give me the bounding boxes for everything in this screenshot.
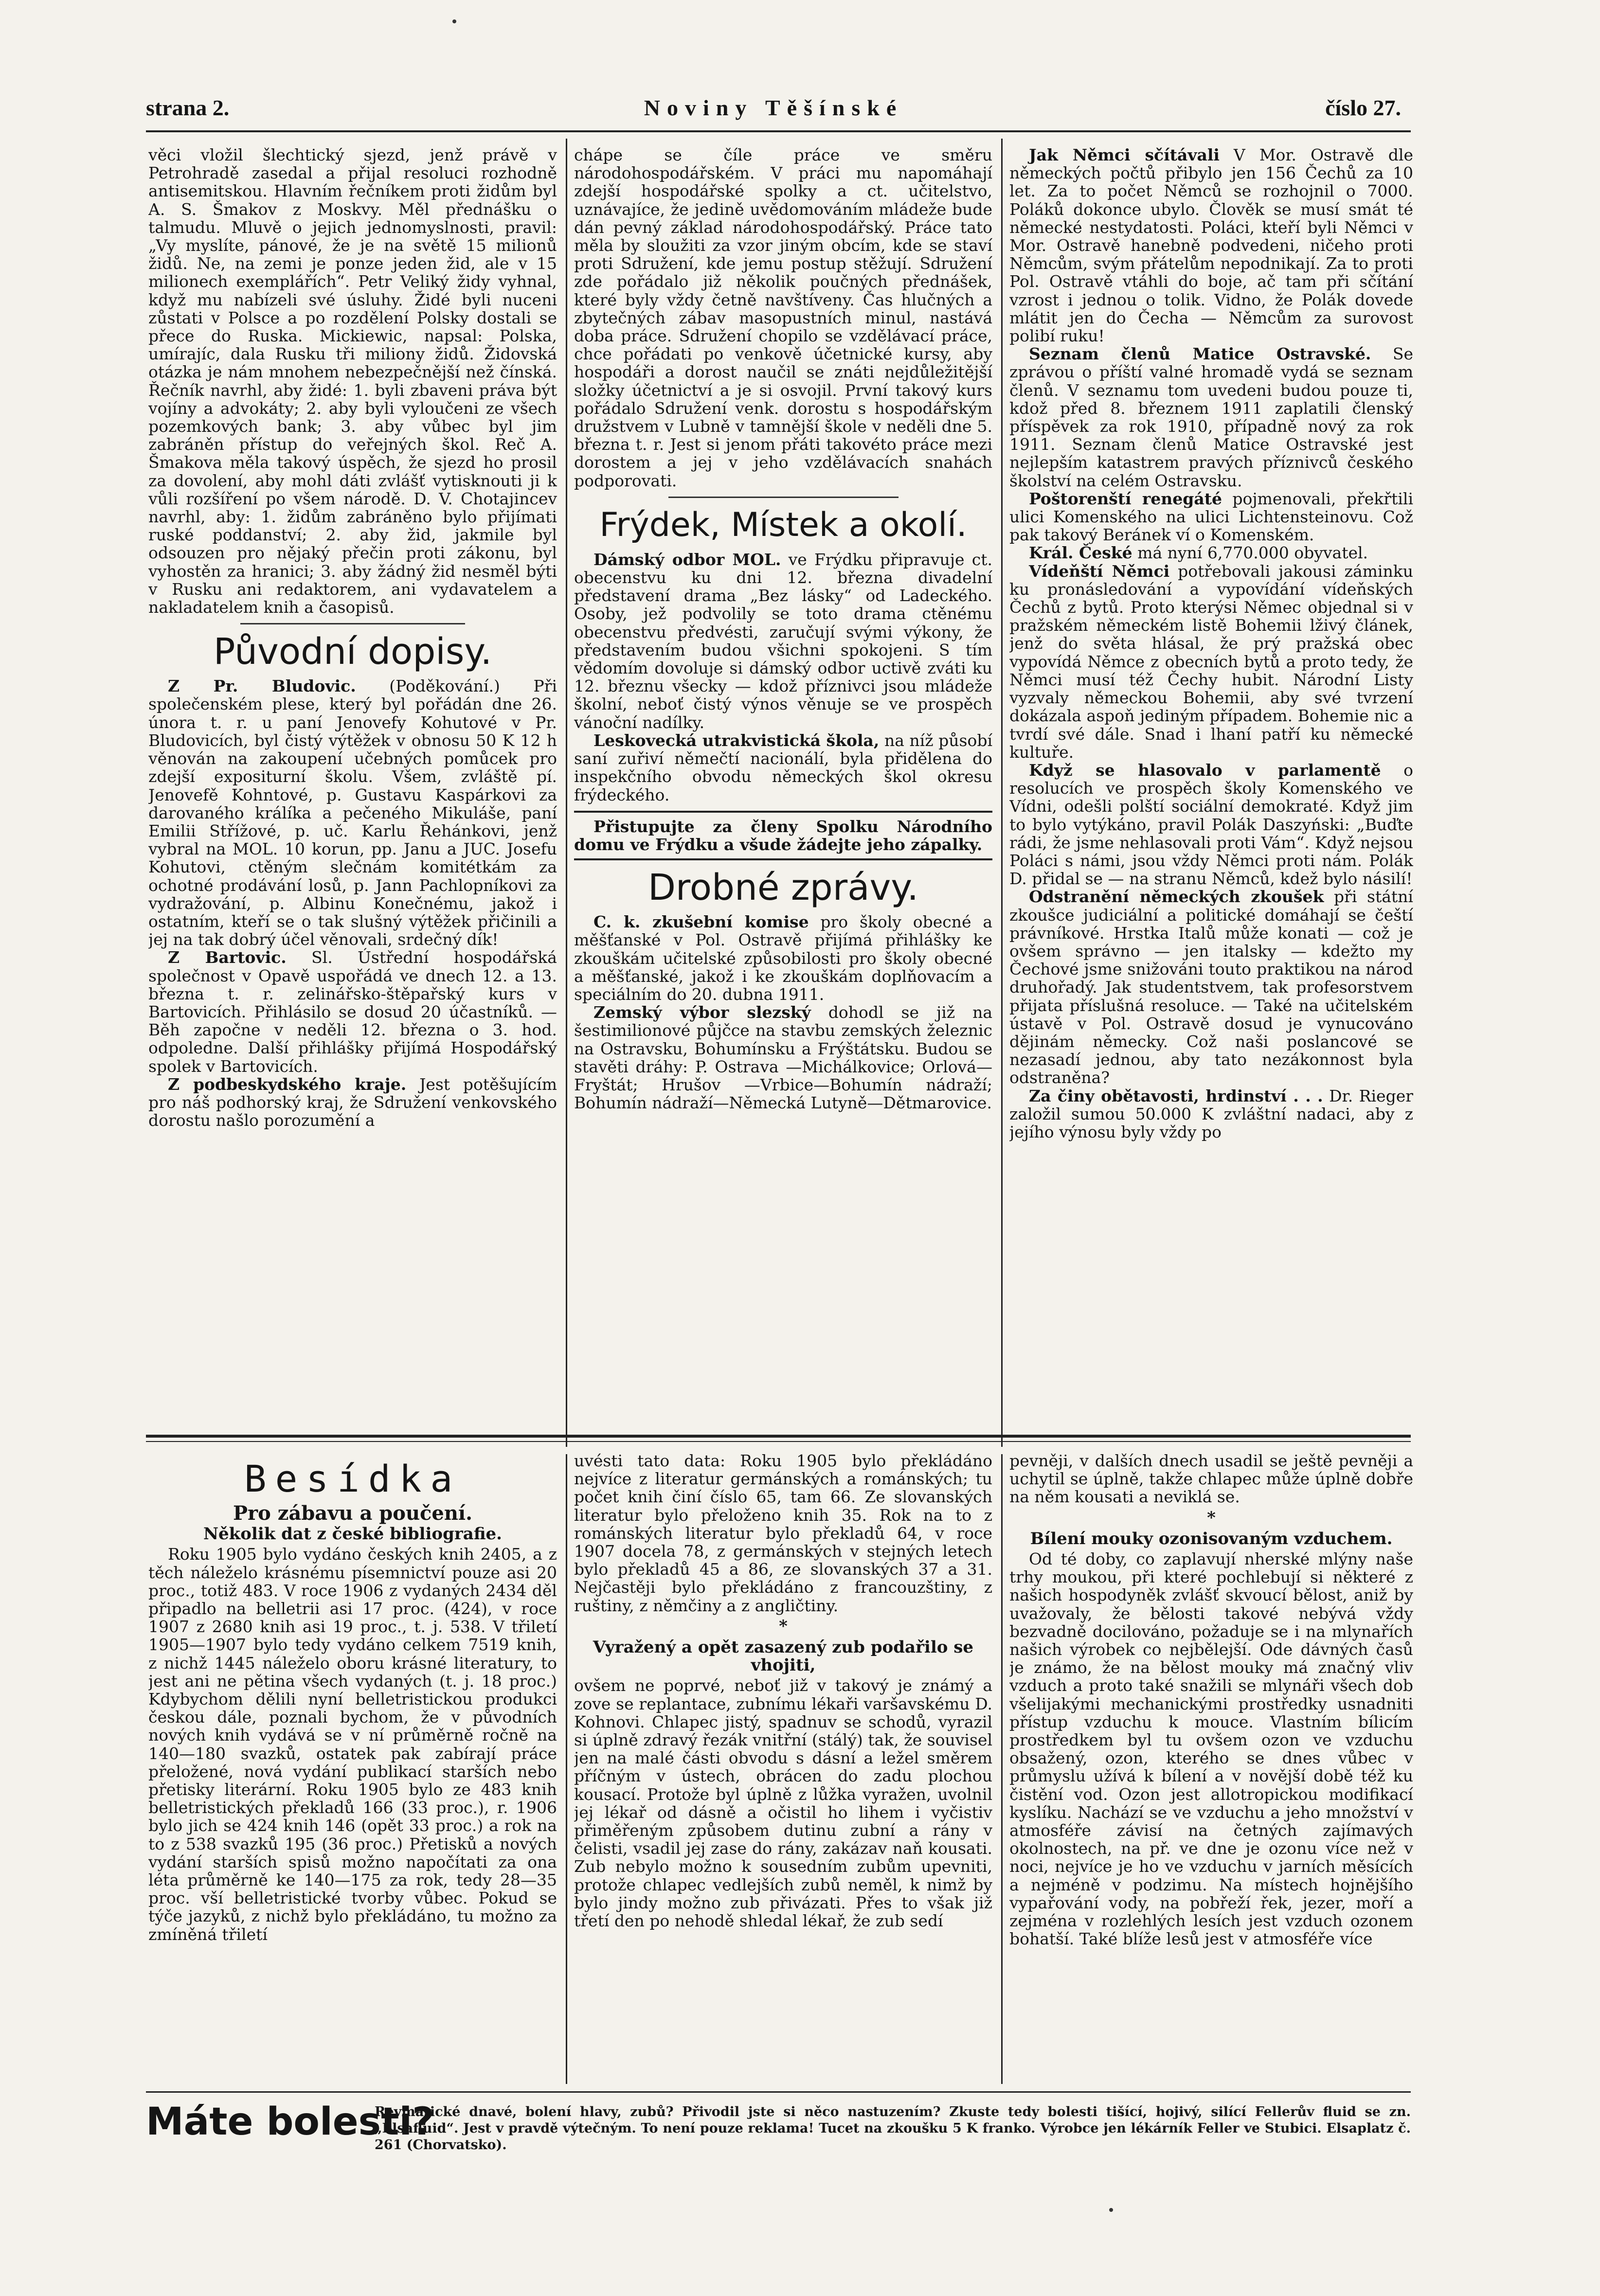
divider (240, 623, 465, 624)
article-text: uvésti tato data: Roku 1905 bylo překládáno nejvíce z literatur germánských a románských; tu počet knih činí číslo 65, tam 66. Ze slovanských literatur bylo přeloženo knih 35. Rok na to z románských literatur bylo překladů 64, v roce 1907 docela 78, z germánských v stejných letech bylo překladů 45 a 86, ze slovanských 37 a 31. Nejčastěji bylo překládáno z francouzštiny, z ruštiny, z němčiny a z angličtiny. (574, 1452, 992, 1615)
article-text: věci vložil šlechtický sjezd, jenž právě v Petrohradě zasedal a přijal resoluci rozhodně antisemitskou. Hlavním řečníkem proti židům byl A. S. Šmakov z Moskvy. Měl přednášku o talmudu. Mluvě o jejich jednomyslnosti, pravil: „Vy myslíte, pánové, že je na světě 15 milionů židů. Ne, na zemi je ponze jeden žid, ale v 15 milionech exemplářích“. Petr Veliký židy vyhnal, když mu nabízeli své úsluhy. Židé byli nuceni zůstati v Polsce a po rozdělení Polsky dostali se přece do Ruska. Mickiewic, napsal: Polska, umírajíc, dala Rusku tři miliony židů. Židovská otázka je nám mnohem nebezpečnější než čínská. Řečník navrhl, aby židé: 1. byli zbaveni práva být vojíny a advokáty; 2. aby byli vyloučeni ze všech pozemkových bank; 3. aby vůbec byl jim zabráněn přístup do veřejných škol. Reč A. Šmakova měla takový úspěch, že sjezd ho prosil za dovolení, aby mohl dáti zvlášť vytisknouti ji k vůli rozšíření po všem národě. D. V. Chotajincev navrhl, aby: 1. židům zabráněno bylo přijímati ruské poddanství; 2. aby žid, jakmile byl odsouzen pro nějaký přečin proti zákonu, byl vyhostěn za hranici; 3. aby žádný žid nesměl býti v Rusku ani redaktorem, ani vydavatelem a nakladatelem knih a časopisů. (148, 146, 557, 617)
item-lead: C. k. zkušební komise (593, 912, 809, 932)
article-heading: Bílení mouky ozonisovaným vzduchem. (1030, 1529, 1393, 1548)
besidka-column-2 (574, 1452, 992, 2089)
item-text: Se zprávou o příští valné hromadě vydá se seznam členů. V seznamu tom uvedeni budou pouze ti, kdož před 8. březnem 1911 zaplatili členský příspěvek za rok 1910, případně nový za rok 1911. Seznam členů Matice Ostravské jest nejlepším katastrem pravých příznivců českého školství na celém Ostravsku. (1009, 344, 1413, 490)
news-item (148, 1075, 557, 1130)
besidka-column-1 (148, 1452, 557, 2089)
news-item (574, 551, 992, 731)
feuilleton-rule (146, 1441, 1411, 1442)
item-text: Sl. Ústřední hospodářská společnost v Opavě uspořádá ve dnech 12. a 13. března t. r. zelinářsko-štěpařský kurs v Bartovicích. Přihlásilo se dosud 20 účastníků. — Běh započne v neděli 12. března o 3. hod. odpoledne. Další přihlášky přijímá Hospodářský spolek v Bartovicích. (148, 948, 557, 1076)
news-item (1009, 345, 1413, 490)
column-3 (1009, 146, 1413, 1430)
column-1 (148, 146, 557, 1430)
item-lead: Když se hlasovalo v parlamentě (1029, 760, 1381, 780)
column-divider (566, 1454, 567, 2084)
item-text: Dr. Rieger založil sumou 50.000 K zvláštní nadaci, aby z jejího výnosu byly vždy po (1009, 1086, 1413, 1141)
news-item (574, 913, 992, 1003)
page-number: strana 2. (146, 95, 230, 120)
item-lead: Z podbeskydského kraje. (168, 1074, 407, 1094)
news-item (148, 948, 557, 1075)
item-lead: Vídeňští Němci (1029, 561, 1170, 581)
item-text: pro školy obecné a měšťanské v Pol. Ostravě přijímá přihlášky ke zkouškám učitelské způsobilosti pro školy obecné a měšťanské, jakož i ke zkouškám doplňovacím a speciálním do 20. dubna 1911. (574, 912, 992, 1004)
item-text: dohodl se již na šestimilionové půjčce na stavbu zemských železnic na Ostravsku, Bohumínsku a Frýštátsku. Budou se stavěti dráhy: P. Ostrava —Michálkovice; Orlová—Fryštát; Hrušov —Vrbice—Bohumín nádraží; Bohumín nádraží—Německá Lutyně—Dětmarovice. (574, 1003, 992, 1113)
divider (668, 497, 899, 498)
besidka-subtitle: Pro zábavu a poučení. (233, 1502, 473, 1525)
separator-star: * (779, 1616, 788, 1636)
column-2 (574, 146, 992, 1430)
news-item (574, 1003, 992, 1112)
item-lead: Leskovecká utrakvistická škola, (593, 730, 880, 750)
item-lead: Dámský odbor MOL. (593, 550, 781, 569)
item-text: na níž působí saní zuřiví němečtí nacionálí, byla přidělena do inspekčního obvodu německých škol okresu frýdeckého. (574, 730, 992, 804)
item-text: při státní zkoušce judiciální a politické domáhají se čeští právníkové. Hrstka Italů může konati — což je ovšem správno — jen italsky — kdežto my Čechové jsme snižováni touto praktikou na národ druhořadý. Jak studentstvem, tak profesorstvem přijata příslušná resoluce. — Také na učitelském ústavě v Pol. Ostravě dosud je vynucováno dějinám německy. Což naši poslancové se nezasadí jednou, aby tato nezákonnost byla odstraněna? (1009, 887, 1413, 1087)
page-header (146, 95, 1401, 129)
article-heading: Několik dat z české bibliografie. (203, 1524, 503, 1544)
item-lead: Z Bartovic. (168, 948, 287, 967)
section-heading: Původní dopisy. (213, 631, 492, 673)
feuilleton-rule (146, 1435, 1411, 1438)
item-lead: Zemský výbor slezský (593, 1003, 811, 1022)
advert-text: Revmatické dnavé, bolení hlavy, zubů? Přivodil jste si něco nastuzením? Zkuste tedy bolesti tišící, hojivý, silící Fellerův fluid se zn. „Elsafluid“. Jest v pravdě výtečným. To není pouze reklama! Tucet na zkoušku 5 K franko. Výrobce jen lékárník Feller ve Stubici. Elsaplatz č. 261 (Chorvatsko). (375, 2104, 1411, 2153)
item-lead: Poštorenští renegáté (1029, 489, 1222, 508)
news-item (1009, 1087, 1413, 1141)
article-text: chápe se číle práce ve směru národohospodářském. V práci mu napomáhají zdejší hospodářské spolky a ct. učitelstvo, uznávajíce, že jedině uvědomováním mládeže bude dán pevný základ národohospodářský. Práce tato měla by sloužiti za vzor jiným obcím, kde se staví proti Sdružení, kde jemu postup stěžují. Sdružení zde pořádalo již několik poučných přednášek, které byly vždy četně navštíveny. Čas hlučných a zbytečných zábav masopustních minul, nastává doba práce. Sdružení chopilo se vzdělávací práce, chce pořádati po venkově účetnické kursy, aby hospodáři a dorost naučil se znáti nejdůležitější složky účetnictví a je si osvojil. První takový kurs pořádalo Sdružení venk. dorostu s hospodářským družstvem v Lubně v tamnější škole v neděli dne 5. března t. r. Jest si jenom přáti takovéto práce mezi dorostem a jej v jeho vzdělávacích snahách podporovati. (574, 146, 992, 490)
besidka-column-3 (1009, 1452, 1413, 2089)
article-text: Od té doby, co zaplavují nherské mlýny naše trhy moukou, při které pochlebují si některé z našich hospodyněk zvlášť skvoucí bělost, aniž by uvažovaly, že bělosti takové nebývá vždy bezvadně docilováno, požaduje se i na mlynařích našich výrobek co nejbělejší. Ode dávných časů je známo, že na bělost mouky má značný vliv vzduch a proto také snažili se mlynáři všech dob všelijakými mechanickými prostředky usnadniti přístup vzduchu k mouce. Vlastním bílicím prostředkem byl tu ovšem ozon ve vzduchu obsažený, ozon, kterého se dnes vůbec v průmyslu užívá k bílení a v novější době též ku čistění vod. Ozon jest allotropickou modifikací kyslíku. Nachází se ve vzduchu a jeho množství v atmosféře závisí na četných zajímavých okolnostech, na př. ve dne je ozonu více než v noci, nejvíce je ho ve vzduchu v jarních měsících a nejméně v podzimu. Na místech hojnějšího vypařování vody, na pobřeží řek, jezer, moří a zejména v rozlehlých lesích jest vzduch ozonem bohatší. Také blíže lesů jest v atmosféře více (1009, 1549, 1413, 1949)
advertisement-footer (146, 2100, 1411, 2154)
item-text: (Poděkování.) Při společenském plese, který byl pořádán dne 26. února t. r. u paní Jenovefy Kohutové v Pr. Bludovicích, byl čistý výtěžek v obnosu 50 K 12 h věnován na zakoupení učebných pomůcek pro zdejší expositurní školu. Všem, zvláště pí. Jenovefě Kohntové, p. Gustavu Kaspárkovi za darovaného králíka a pečeného Mikuláše, paní Emilii Střížové, p. uč. Karlu Řehánkovi, jenž vybral na MOL. 10 korun, pp. Janu a JUC. Josefu Kohutovi, ctěným slečnám komitétkám za ochotné prodávání losů, p. Jann Pachlopníkovi za vydražování, p. Albinu Konečnému, jakož i ostatním, kteří se o tak slušný výtěžek přičinili a jej na tak dobrý účel věnovali, srdečný dík! (148, 676, 557, 949)
item-text: o resolucích ve prospěch školy Komenského ve Vídni, odešli polští sociální demokraté. Když jim to bylo vytýkáno, pravil Polák Daszyński: „Buďte rádi, že jsme nehlasovali proti Vám“. Když nejsou Poláci s námi, jsou vždy Němci proti nám. Polák D. přidal se — na stranu Němců, kdež bylo násilí! (1009, 760, 1413, 889)
besidka-title: Besídka (244, 1457, 462, 1500)
news-item (1009, 888, 1413, 1086)
article-text: Roku 1905 bylo vydáno českých knih 2405, a z těch náleželo krásnému písemnictví pouze asi 20 proc., totiž 483. V roce 1906 z vydaných 2434 děl připadlo na belletrii asi 17 proc. (424), v roce 1907 z 2680 knih asi 19 proc., t. j. 538. V třiletí 1905—1907 bylo tedy vydáno celkem 7519 knih, z nichž 1445 náleželo oboru krásné literatury, to jest ani ne pětina všech vydaných (t. j. 18 proc.) Kdybychom dělili nyní belletristickou produkci českou dále, poznali bychom, že v původních nových knih vydává se v ní průměrně ročně na 140—180 svazků, ostatek pak zabírají práce přeložené, nová vydání publikací starších nebo přetisky literární. Roku 1905 bylo ze 483 knih belletristických překladů 166 (33 proc.), r. 1906 bylo jich se 424 knih 146 (opět 33 proc.) a rok na to z 538 svazků 195 (36 proc.) Přetisků a nových vydání starších spisů možno napočítati za ona léta průměrně ke 140—175 za rok, tedy 28—35 proc. vší belletristické tvorby vůbec. Pokud se týče jazyků, z nichž bylo překládáno, tu možno za zmíněná třiletí (148, 1545, 557, 1944)
item-text: potřebovali jakousi záminku ku pronásledování a vypovídání vídeňských Čechů z bytů. Proto kterýsi Němec objednal si v pražském německém listě Bohemii lživý článek, jenž do světa hlásal, že prý pražská obec vypovídá Němce z obecních bytů a proto tedy, že Němci musí též Čechy hubit. Národní Listy vyzvaly německou Bohemii, aby své tvrzení dokázala aspoň jediným případem. Bohemie nic a tvrdí své dále. Snad i lhaní patří ku německé kultuře. (1009, 561, 1413, 762)
article-text: ovšem ne poprvé, neboť již v takový je známý a zove se replantace, zubnímu lékaři varšavskému D. Kohnovi. Chlapec jistý, spadnuv se schodů, vyrazil si úplně zdravý řezák vnitřní (stálý) tak, že souvisel jen na malé části obvodu s dásní a ležel směrem příčným v ústech, obrácen do zadu plochou kousací. Protože byl úplně z lůžka vyražen, uvolnil jej lékař od dásně a očistil ho lihem i vyčistiv přiměřeným způsobem dutinu zubní a rány v čelisti, vsadil jej zase do rány, zakázav naň kousati. Zub nebylo možno k sousedním zubům upevniti, protože chlapec vedlejších zubů neměl, k nimž by bylo jindy možno zub přivázati. Přes to však již třetí den po nehodě shledal lékař, že zub sedí (574, 1676, 992, 1931)
issue-number: číslo 27. (1325, 95, 1401, 120)
print-speck (452, 19, 456, 23)
news-item (1009, 562, 1413, 761)
item-text: V Mor. Ostravě dle německých počtů přibylo jen 156 Čechů za 10 let. Za to počet Němců se rozhojnil o 7000. Poláků dokonce ubylo. Člověk se musí smát té německé nestydatosti. Poláci, kteří byli Němci v Mor. Ostravě hanebně podvedeni, ničeho proti Němcům, svým přátelům nepodnikají. Za to proti Pol. Ostravě vtáhli do boje, ač tam při sčítání vzrost i jednou o tolik. Vidno, že Polák dovede mlátit jen do Čecha — Němcům za surovost polibí ruku! (1009, 146, 1413, 346)
item-text: pojmenovali, překřtili ulici Komenského na ulici Lichtensteinovu. Což pak takový Beránek ví o Komenském. (1009, 489, 1413, 545)
separator-star: * (1207, 1508, 1216, 1528)
item-text: má nyní 6,770.000 obyvatel. (1137, 543, 1368, 563)
news-item (1009, 761, 1413, 888)
news-item (148, 677, 557, 948)
item-lead: Seznam členů Matice Ostravské. (1029, 344, 1371, 364)
section-heading: Frýdek, Místek a okolí. (599, 505, 967, 544)
column-divider (1001, 139, 1003, 1447)
column-divider (566, 139, 567, 1447)
advert-box (574, 811, 992, 860)
column-divider (1001, 1454, 1003, 2084)
newspaper-title: Noviny Těšínské (644, 95, 903, 120)
print-speck (1109, 2208, 1113, 2212)
article-heading: Vyražený a opět zasazený zub podařilo se vhojiti, (593, 1637, 974, 1675)
news-item (1009, 490, 1413, 544)
advert-text: Přistupujte za členy Spolku Národního domu ve Frýdku a všude žádejte jeho zápalky. (574, 817, 992, 854)
footer-rule (146, 2091, 1411, 2093)
header-rule (146, 130, 1411, 132)
article-text: pevněji, v dalších dnech usadil se ještě pevněji a uchytil se úplně, takže chlapec může úplně dobře na něm kousati a neviklá se. (1009, 1452, 1413, 1507)
item-lead: Z Pr. Bludovic. (168, 676, 356, 696)
item-lead: Král. České (1029, 543, 1133, 563)
item-lead: Odstranění německých zkoušek (1029, 887, 1324, 907)
item-text: Jest potěšujícím pro náš podhorský kraj, že Sdružení venkovského dorostu našlo porozumění a (148, 1074, 557, 1130)
section-heading: Drobné zprávy. (647, 867, 919, 909)
news-item (1009, 146, 1413, 345)
item-lead: Za činy obětavosti, hrdinství . . . (1029, 1086, 1323, 1105)
advert-headline: Máte bolesti? (146, 2100, 434, 2144)
news-item (1009, 544, 1413, 562)
item-text: ve Frýdku připravuje ct. obecenstvu ku dni 12. března divadelní představení drama „Bez lásky“ od Ladeckého. Osoby, jež podvolily se toto drama ctěnému obecenstvu předvésti, zaručují svými výkony, že představením budou všichni spokojeni. S tím vědomím dovoluje si dámský odbor uctivě zváti ku 12. březnu všecky — kdož příznivci jsou mládeže školní, neboť čistý výnos věnuje se ve prospěch vánoční nadílky. (574, 550, 992, 732)
item-lead: Jak Němci sčítávali (1029, 146, 1220, 164)
news-item (574, 731, 992, 804)
